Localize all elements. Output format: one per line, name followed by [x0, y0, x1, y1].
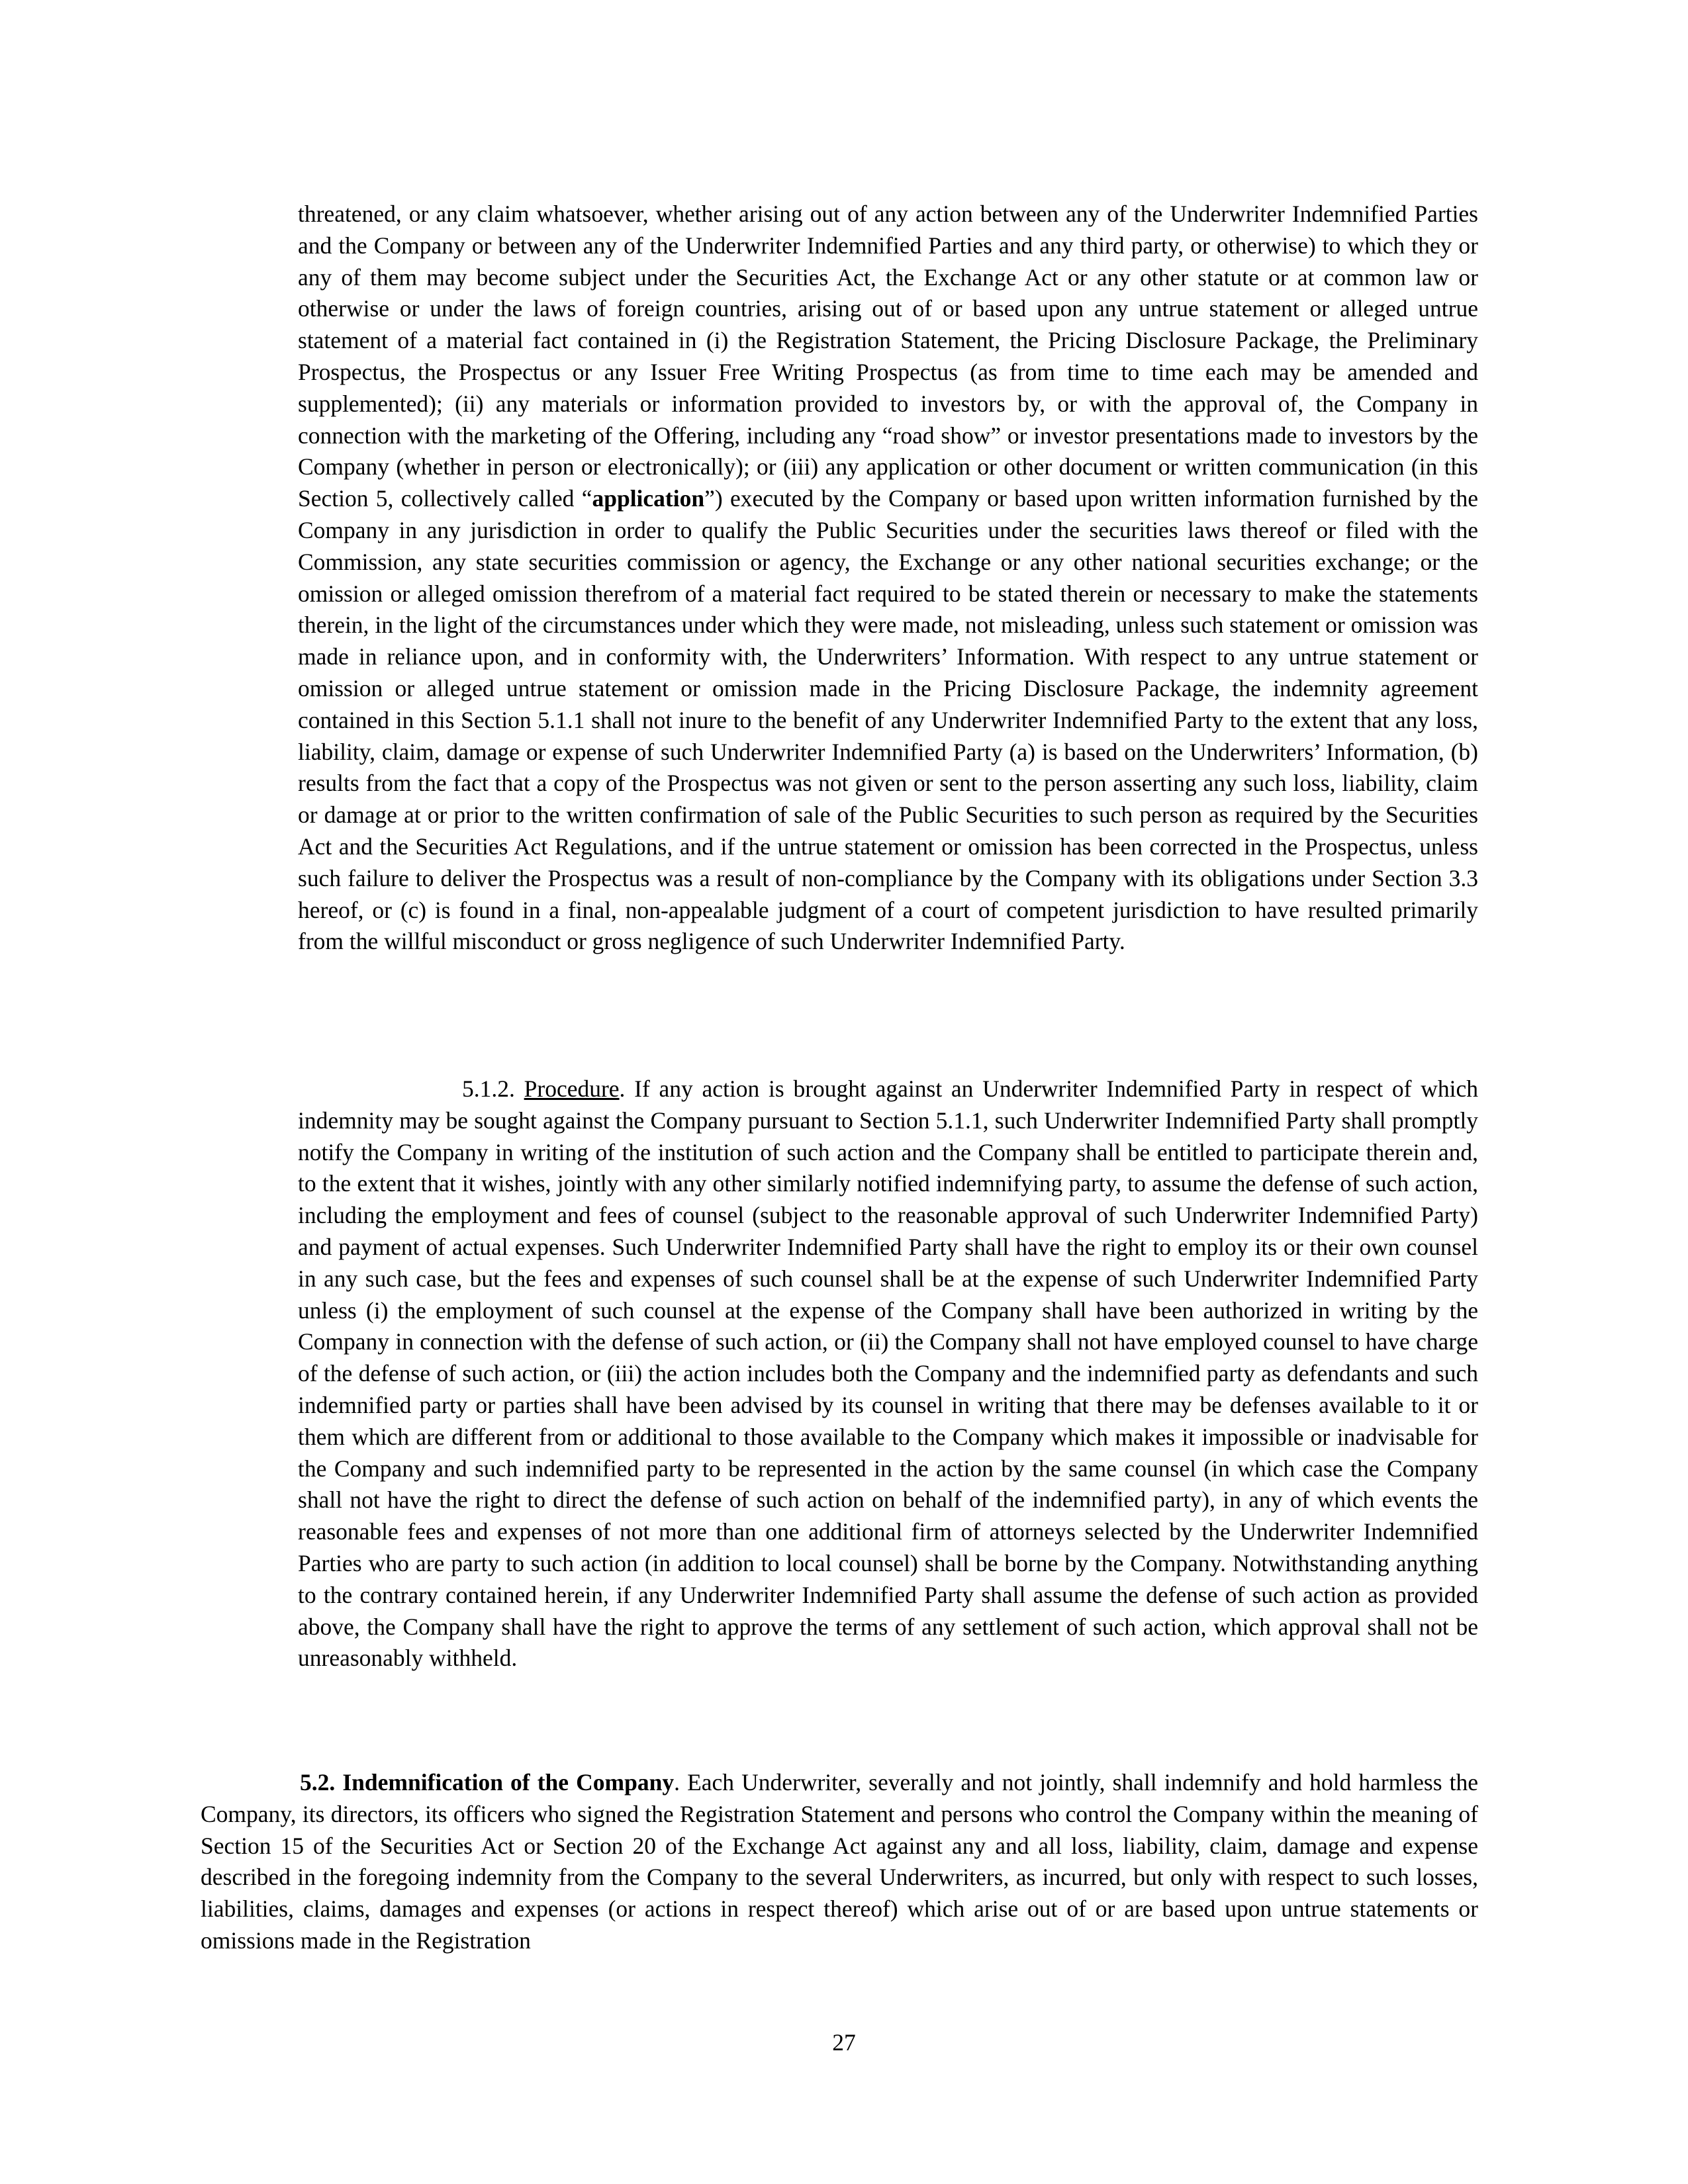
paragraph-procedure	[298, 1073, 1478, 1674]
paragraph-indemnification-of-company	[201, 1767, 1478, 1957]
section-heading-procedure: Procedure	[524, 1075, 620, 1102]
section-number: 5.1.2.	[462, 1075, 524, 1102]
paragraph-text: threatened, or any claim whatsoever, whether arising out of any action between any of the Underwriter Indemnified Parties and the Company or between any of the Underwriter Indemnified Parties and any third party, or otherwise) to which they or any of them may become subject under the Securities Act, the Exchange Act or any other statute or at common law or otherwise or under the laws of foreign countries, arising out of or based upon any untrue statement or alleged untrue statement of a material fact contained in (i) the Registration Statement, the Pricing Disclosure Package, the Preliminary Prospectus, the Prospectus or any Issuer Free Writing Prospectus (as from time to time each may be amended and supplemented); (ii) any materials or information provided to investors by, or with the approval of, the Company in connection with the marketing of the Offering, including any “road show” or investor presentations made to investors by the Company (whether in person or electronically); or (iii) any application or other document or written communication (in this Section 5, collectively called “	[298, 201, 1478, 512]
paragraph-text: . Each Underwriter, severally and not jointly, shall indemnify and hold harmless the Company, its directors, its officers who signed the Registration Statement and persons who control the Company within the meaning of Section 15 of the Securities Act or Section 20 of the Exchange Act against any and all loss, liability, claim, damage and expense described in the foregoing indemnity from the Company to the several Underwriters, as incurred, but only with respect to such losses, liabilities, claims, damages and expenses (or actions in respect thereof) which arise out of or are based upon untrue statements or omissions made in the Registration	[201, 1769, 1478, 1954]
paragraph-text: ”) executed by the Company or based upon written information furnished by the Company in any jurisdiction in order to qualify the Public Securities under the securities laws thereof or filed with the Commission, any state securities commission or agency, the Exchange or any other national securities exchange; or the omission or alleged omission therefrom of a material fact required to be stated therein or necessary to make the statements therein, in the light of the circumstances under which they were made, not misleading, unless such statement or omission was made in reliance upon, and in conformity with, the Underwriters’ Information. With respect to any untrue statement or omission or alleged untrue statement or omission made in the Pricing Disclosure Package, the indemnity agreement contained in this Section 5.1.1 shall not inure to the benefit of any Underwriter Indemnified Party to the extent that any loss, liability, claim, damage or expense of such Underwriter Indemnified Party (a) is based on the Underwriters’ Information, (b) results from the fact that a copy of the Prospectus was not given or sent to the person asserting any such loss, liability, claim or damage at or prior to the written confirmation of sale of the Public Securities to such person as required by the Securities Act and the Securities Act Regulations, and if the untrue statement or omission has been corrected in the Prospectus, unless such failure to deliver the Prospectus was a result of non-compliance by the Company with its obligations under Section 3.3 hereof, or (c) is found in a final, non-appealable judgment of a court of competent jurisdiction to have resulted primarily from the willful misconduct or gross negligence of such Underwriter Indemnified Party.	[298, 485, 1478, 955]
paragraph-indemnity-continuation	[298, 199, 1478, 958]
paragraph-text: . If any action is brought against an Underwriter Indemnified Party in respect of which indemnity may be sought against the Company pursuant to Section 5.1.1, such Underwriter Indemnified Party shall promptly notify the Company in writing of the institution of such action and the Company shall be entitled to participate therein and, to the extent that it wishes, jointly with any other similarly notified indemnifying party, to assume the defense of such action, including the employment and fees of counsel (subject to the reasonable approval of such Underwriter Indemnified Party) and payment of actual expenses. Such Underwriter Indemnified Party shall have the right to employ its or their own counsel in any such case, but the fees and expenses of such counsel shall be at the expense of such Underwriter Indemnified Party unless (i) the employment of such counsel at the expense of the Company shall have been authorized in writing by the Company in connection with the defense of such action, or (ii) the Company shall not have employed counsel to have charge of the defense of such action, or (iii) the action includes both the Company and the indemnified party as defendants and such indemnified party or parties shall have been advised by its counsel in writing that there may be defenses available to it or them which are different from or additional to those available to the Company which makes it impossible or inadvisable for the Company and such indemnified party to be represented in the action by the same counsel (in which case the Company shall not have the right to direct the defense of such action on behalf of the indemnified party), in any of which events the reasonable fees and expenses of not more than one additional firm of attorneys selected by the Underwriter Indemnified Parties who are party to such action (in addition to local counsel) shall be borne by the Company. Notwithstanding anything to the contrary contained herein, if any Underwriter Indemnified Party shall assume the defense of such action as provided above, the Company shall have the right to approve the terms of any settlement of such action, which approval shall not be unreasonably withheld.	[298, 1075, 1479, 1672]
section-heading-indemnification: 5.2. Indemnification of the Company	[300, 1769, 675, 1796]
defined-term-application: application	[592, 485, 705, 512]
page-number: 27	[832, 2029, 856, 2056]
